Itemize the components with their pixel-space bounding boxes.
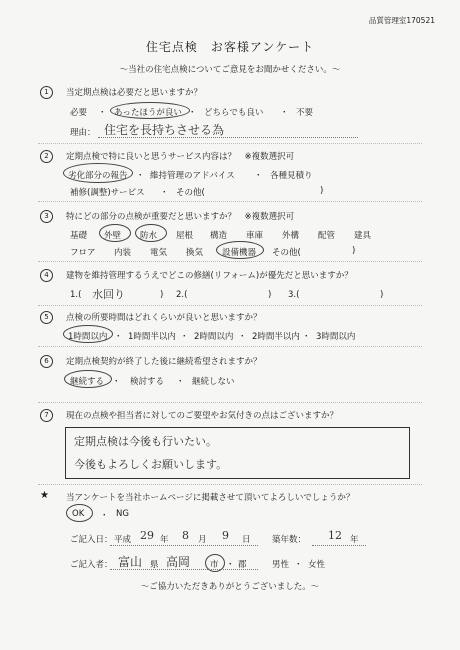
bullet: ・: [98, 108, 107, 118]
answer-circle: [63, 163, 133, 183]
day-value[interactable]: 9: [222, 529, 229, 542]
bullet: ・: [112, 377, 121, 387]
bullet: ・: [114, 332, 123, 342]
gender-female[interactable]: 女性: [308, 560, 326, 570]
option-continue[interactable]: 継続する: [70, 377, 105, 387]
option-fittings[interactable]: 建具: [354, 231, 372, 241]
option-ng[interactable]: NG: [116, 509, 129, 519]
age-value[interactable]: 12: [328, 529, 342, 542]
bullet: ・: [226, 560, 235, 570]
bullet: ・: [280, 108, 289, 118]
city-value[interactable]: 高岡: [166, 555, 191, 569]
day-unit: 日: [242, 535, 251, 545]
answer-circle: [216, 241, 264, 259]
city-unit: 市: [210, 560, 219, 570]
option-necessary[interactable]: 必要: [70, 108, 88, 118]
option-estimates[interactable]: 各種見積り: [270, 171, 313, 181]
thanks-message: ～ご協力いただきありがとうございました。～: [140, 582, 320, 592]
page-title: 住宅点検 お客様アンケート: [145, 40, 315, 54]
option-2h[interactable]: 2時間以内: [194, 332, 234, 342]
option-interior[interactable]: 内装: [114, 248, 132, 258]
question-text: 特にどの部分の点検が重要だと思いますか？ ※複数選択可: [66, 212, 295, 222]
answer-circle: [66, 504, 93, 522]
option-waterproofing[interactable]: 防水: [140, 231, 158, 241]
option-maintenance-advice[interactable]: 維持管理のアドバイス: [150, 171, 235, 181]
option-equipment[interactable]: 設備機器: [222, 248, 257, 258]
age-line: [312, 545, 366, 546]
answer-circle: [135, 224, 167, 242]
prefecture-unit: 県: [150, 560, 159, 570]
option-structure[interactable]: 構造: [210, 231, 228, 241]
option-unnecessary[interactable]: 不要: [296, 108, 314, 118]
option-other-close: ): [352, 246, 356, 256]
priority-2-open: 2.(: [176, 290, 188, 300]
option-electrical[interactable]: 電気: [150, 248, 168, 258]
priority-3-open: 3.(: [288, 290, 300, 300]
page-subtitle: ～当社の住宅点検についてご意見をお聞かせください。～: [119, 65, 341, 75]
date-label: ご記入日：: [70, 535, 113, 545]
filler-label: ご記入者：: [70, 560, 113, 570]
bullet: ・: [176, 377, 185, 387]
divider: [38, 143, 422, 144]
option-garage[interactable]: 車庫: [246, 231, 264, 241]
town-unit: 郡: [238, 560, 247, 570]
option-exterior[interactable]: 外構: [282, 231, 300, 241]
option-3h[interactable]: 3時間以内: [316, 332, 356, 342]
priority-1-open: 1.(: [70, 290, 82, 300]
reason-handwritten[interactable]: 住宅を長持ちさせる為: [104, 123, 225, 137]
gender-male[interactable]: 男性: [272, 560, 290, 570]
management-number: 品質管理室170521: [368, 16, 435, 25]
question-text: 定期点検契約が終了した後に継続希望されますか？: [66, 357, 262, 367]
priority-2-close: ): [268, 290, 272, 300]
comment-line-1: 定期点検は今後も行いたい。: [74, 435, 217, 448]
bullet: ・: [100, 511, 109, 521]
month-value[interactable]: 8: [182, 529, 189, 542]
bullet: ・: [254, 171, 263, 181]
question-number: 6: [40, 355, 53, 368]
answer-circle: [110, 102, 190, 119]
option-deterioration-report[interactable]: 劣化部分の報告: [68, 171, 128, 181]
month-unit: 月: [198, 535, 207, 545]
option-not-continue[interactable]: 継続しない: [192, 377, 235, 387]
bullet: ・: [136, 171, 145, 181]
priority-1-close: ): [160, 290, 164, 300]
year-value[interactable]: 29: [140, 529, 154, 542]
divider: [38, 346, 422, 347]
question-text: 建物を維持管理するうえでどこの修繕(リフォーム)が優先だと思いますか？: [66, 271, 353, 281]
answer-circle: [99, 224, 131, 242]
option-repair-service[interactable]: 補修(調整)サービス: [70, 188, 145, 198]
question-number: 2: [40, 150, 53, 163]
question-text: 当定期点検は必要だと思いますか？: [66, 88, 203, 98]
option-exterior-wall[interactable]: 外壁: [104, 231, 122, 241]
option-other[interactable]: その他(: [272, 248, 301, 258]
bullet: ・: [294, 560, 303, 570]
question-number: 3: [40, 210, 53, 223]
star-icon: ★: [40, 490, 49, 501]
option-roof[interactable]: 屋根: [176, 231, 194, 241]
question-number: 5: [40, 311, 53, 324]
priority-3-close: ): [380, 290, 384, 300]
bullet: ・: [188, 108, 197, 118]
era-label: 平成: [114, 535, 132, 545]
option-ventilation[interactable]: 換気: [186, 248, 204, 258]
filler-line: [110, 569, 258, 570]
bullet: ・: [302, 332, 311, 342]
option-piping[interactable]: 配管: [318, 231, 336, 241]
option-consider[interactable]: 検討する: [130, 377, 165, 387]
divider: [38, 261, 422, 262]
priority-1-answer[interactable]: 水回り: [92, 288, 125, 301]
question-number: 1: [40, 86, 53, 99]
question-text: 定期点検で特に良いと思うサービス内容は？ ※複数選択可: [66, 152, 295, 162]
question-text: 点検の所要時間はどれくらいが良いと思いますか？: [66, 313, 262, 323]
age-label: 築年数：: [272, 535, 307, 545]
reason-label: 理由：: [70, 128, 96, 138]
option-either[interactable]: どちらでも良い: [204, 108, 264, 118]
year-unit: 年: [160, 535, 169, 545]
divider: [38, 305, 422, 306]
question-number: 4: [40, 269, 53, 282]
date-line: [110, 545, 258, 546]
prefecture-value[interactable]: 富山: [118, 555, 143, 569]
option-1h30[interactable]: 1時間半以内: [128, 332, 176, 342]
bullet: ・: [180, 332, 189, 342]
bullet: ・: [160, 188, 169, 198]
option-better-to-have[interactable]: あったほうが良い: [114, 108, 182, 118]
option-floor[interactable]: フロア: [70, 248, 96, 258]
option-1h[interactable]: 1時間以内: [68, 332, 108, 342]
option-2h30[interactable]: 2時間半以内: [252, 332, 300, 342]
question-text: 現在の点検や担当者に対してのご要望やお気付きの点はございますか？: [66, 411, 339, 421]
age-unit: 年: [350, 535, 359, 545]
divider: [38, 484, 422, 485]
bullet: ・: [238, 332, 247, 342]
option-ok[interactable]: OK: [72, 509, 85, 519]
option-foundation[interactable]: 基礎: [70, 231, 88, 241]
answer-circle: [63, 325, 113, 343]
comment-line-2: 今後もよろしくお願いします。: [74, 458, 228, 471]
answer-circle: [64, 370, 112, 388]
question-number: 7: [40, 409, 53, 422]
option-other[interactable]: その他(: [176, 188, 205, 198]
divider: [38, 402, 422, 403]
option-other-close: ): [320, 186, 324, 196]
divider: [38, 201, 422, 202]
question-text: 当アンケートを当社ホームページに掲載させて頂いてよろしいでしょうか？: [66, 493, 355, 503]
